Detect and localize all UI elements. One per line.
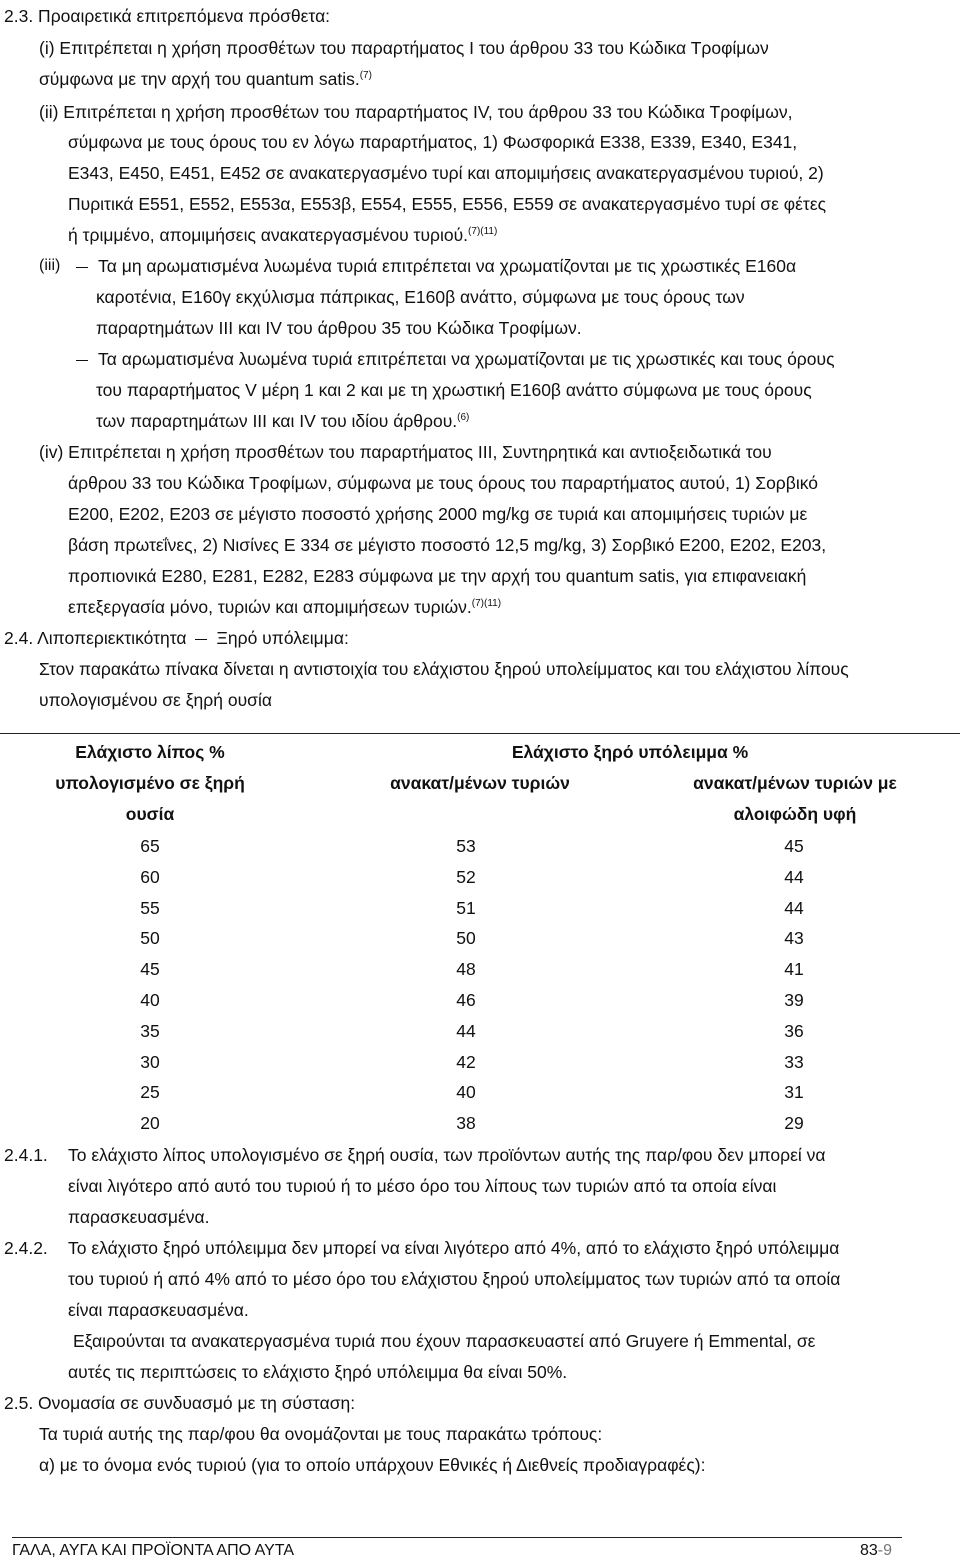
table-intro-line-2: υπολογισμένου σε ξηρή ουσία xyxy=(39,690,272,710)
cell-processed: 44 xyxy=(456,1020,476,1041)
item-iv-line-3: Ε200, Ε202, Ε203 σε μέγιστο ποσοστό χρήσης 2000 mg/kg σε τυριά και απομιμήσεις τυριών με xyxy=(68,504,808,524)
cell-spreadable: 33 xyxy=(784,1051,804,1072)
footnote-ref: (7)(11) xyxy=(468,226,498,237)
dash-separator xyxy=(195,639,207,640)
cell-fat: 20 xyxy=(140,1113,160,1134)
item-ii-line-2: σύμφωνα με τους όρους του εν λόγω παραρτήματος, 1) Φωσφορικά Ε338, Ε339, Ε340, Ε341, xyxy=(68,132,798,152)
cell-processed: 53 xyxy=(456,836,476,856)
section-2-4-1-number: 2.4.1. xyxy=(4,1145,48,1165)
cell-spreadable: 44 xyxy=(784,866,804,887)
col-header-dry-residue: Ελάχιστο ξηρό υπόλειμμα % xyxy=(511,742,749,762)
cell-spreadable: 43 xyxy=(784,928,804,949)
item-i-line-2: σύμφωνα με την αρχή του quantum satis.$^{(7)}$ xyxy=(39,69,372,89)
cell-processed: 52 xyxy=(456,866,476,887)
cell-fat: 25 xyxy=(140,1082,160,1103)
item-iv-line-5: προπιονικά Ε280, Ε281, Ε282, Ε283 σύμφωνα με την αρχή του quantum satis, για επιφανειακή xyxy=(68,566,807,586)
footer-rule xyxy=(12,1537,902,1538)
item-ii-line-3: Ε343, Ε450, Ε451, Ε452 σε ανακατεργασμένο τυρί και απομιμήσεις ανακατεργασμένου τυριού, 2) xyxy=(68,163,824,183)
item-iii-a-line-3: παραρτημάτων ΙΙΙ και IV του άρθρου 35 του Κώδικα Τροφίμων. xyxy=(96,318,582,338)
section-2-3-heading: 2.3. Προαιρετικά επιτρεπόμενα πρόσθετα: xyxy=(4,6,331,26)
col-header-processed: ανακατ/μένων τυριών xyxy=(390,773,570,793)
section-2-4-2-number: 2.4.2. xyxy=(4,1238,48,1258)
section-2-4-1-line-3: παρασκευασμένα. xyxy=(68,1207,210,1227)
dash-bullet xyxy=(76,360,88,361)
item-i-line-1: (i) Επιτρέπεται η χρήση προσθέτων του παραρτήματος Ι του άρθρου 33 του Κώδικα Τροφίμων xyxy=(39,38,769,58)
cell-spreadable: 45 xyxy=(784,836,804,856)
cell-processed: 42 xyxy=(456,1051,476,1072)
cell-spreadable: 29 xyxy=(784,1113,804,1134)
col-header-fat-line-2: υπολογισμένο σε ξηρή xyxy=(55,773,245,793)
item-ii-line-5: ή τριμμένο, απομιμήσεις ανακατεργασμένου τυριού.$^{(7)(11)}$ xyxy=(68,225,498,245)
cell-processed: 38 xyxy=(456,1113,476,1134)
page-number: 83-9 xyxy=(860,1542,893,1559)
col-header-fat-line-3: ουσία xyxy=(125,804,175,824)
section-2-4-2-line-1: Το ελάχιστο ξηρό υπόλειμμα δεν μπορεί να είναι λιγότερο από 4%, από το ελάχιστο ξηρό υπόλειμμα xyxy=(68,1238,840,1258)
item-iii-label: (iii) xyxy=(39,257,61,274)
item-iii-b-line-1: Τα αρωματισμένα λυωμένα τυριά επιτρέπεται να χρωματίζονται με τις χρωστικές και τους όρους xyxy=(68,348,835,370)
cell-fat: 45 xyxy=(140,959,160,980)
item-iii-a-line-2: καροτένια, Ε160γ εκχύλισμα πάπρικας, Ε160β ανάττο, σύμφωνα με τους όρους των xyxy=(96,287,745,307)
cell-fat: 55 xyxy=(140,897,160,918)
cell-processed: 48 xyxy=(456,959,476,980)
dash-bullet xyxy=(76,267,88,268)
cell-spreadable: 44 xyxy=(784,897,804,918)
item-iii-b-line-2: του παραρτήματος V μέρη 1 και 2 και με τη χρωστική Ε160β ανάττο σύμφωνα με τους όρους xyxy=(96,380,812,400)
item-iii-a-line-1: Τα μη αρωματισμένα λυωμένα τυριά επιτρέπεται να χρωματίζονται με τις χρωστικές Ε160α xyxy=(68,255,796,277)
item-iv-line-4: βάση πρωτεΐνες, 2) Νισίνες Ε 334 σε μέγιστο ποσοστό 12,5 mg/kg, 3) Σορβικό Ε200, Ε202, Ε203, xyxy=(68,535,827,555)
item-ii-line-4: Πυριτικά Ε551, Ε552, Ε553α, Ε553β, Ε554, Ε555, Ε556, Ε559 σε ανακατεργασμένο τυρί σε φέτες xyxy=(68,194,827,214)
cell-processed: 46 xyxy=(456,990,476,1010)
footnote-ref: (6) xyxy=(457,412,470,423)
footer-title: ΓΑΛΑ, ΑΥΓΑ ΚΑΙ ΠΡΟΪΟΝΤΑ ΑΠΟ ΑΥΤΑ xyxy=(12,1542,295,1559)
cell-fat: 60 xyxy=(140,866,160,887)
section-2-5-line-2: α) με το όνομα ενός τυριού (για το οποίο υπάρχουν Εθνικές ή Διεθνείς προδιαγραφές): xyxy=(39,1455,706,1475)
item-iv-line-1: (iv) Επιτρέπεται η χρήση προσθέτων του παραρτήματος ΙΙΙ, Συντηρητικά και αντιοξειδωτικά του xyxy=(39,442,772,462)
footnote-ref: (7) xyxy=(359,70,372,81)
item-iii-b-line-3: των παραρτημάτων ΙΙΙ και IV του ιδίου άρθρου.$^{(6)}$ xyxy=(96,411,470,431)
table-top-rule xyxy=(0,733,960,734)
cell-spreadable: 36 xyxy=(784,1020,804,1041)
cell-spreadable: 41 xyxy=(784,959,804,980)
cell-processed: 51 xyxy=(456,897,476,918)
col-header-spreadable-line-2: αλοιφώδη υφή xyxy=(733,804,857,824)
cell-fat: 50 xyxy=(140,928,160,949)
item-ii-line-1: (ii) Επιτρέπεται η χρήση προσθέτων του παραρτήματος IV, του άρθρου 33 του Κώδικα Τροφίμων, xyxy=(39,102,793,122)
section-2-4-1-line-2: είναι λιγότερο από αυτό του τυριού ή το μέσο όρο του λίπους των τυριών από τα οποία είναι xyxy=(68,1176,777,1196)
section-2-4-2-line-2: του τυριού ή από 4% από το μέσο όρο του ελάχιστου ξηρού υπολείμματος των τυριών από τα οποία xyxy=(68,1269,841,1289)
section-2-5-line-1: Τα τυριά αυτής της παρ/φου θα ονομάζονται με τους παρακάτω τρόπους: xyxy=(39,1424,603,1444)
cell-fat: 65 xyxy=(140,836,160,856)
cell-fat: 40 xyxy=(140,990,160,1010)
cell-spreadable: 39 xyxy=(784,990,804,1010)
cell-spreadable: 31 xyxy=(784,1082,804,1103)
item-iv-line-6: επεξεργασία μόνο, τυριών και απομιμήσεων τυριών.$^{(7)(11)}$ xyxy=(68,597,502,617)
footnote-ref: (7)(11) xyxy=(471,598,502,609)
section-2-4-2-line-4: Εξαιρούνται τα ανακατεργασμένα τυριά που έχουν παρασκευαστεί από Gruyere ή Emmental, σε xyxy=(73,1331,816,1351)
section-2-4-1-line-1: Το ελάχιστο λίπος υπολογισμένο σε ξηρή ουσία, των προϊόντων αυτής της παρ/φου δεν μπορεί να xyxy=(68,1145,826,1165)
section-2-5-heading: 2.5. Ονομασία σε συνδυασμό με τη σύσταση: xyxy=(4,1393,356,1413)
table-intro-line-1: Στον παρακάτω πίνακα δίνεται η αντιστοιχία του ελάχιστου ξηρού υπολείμματος και του ελάχιστου λίπους xyxy=(39,659,849,679)
section-2-4-heading: 2.4. Λιποπεριεκτικότητα Ξηρό υπόλειμμα: xyxy=(4,628,349,648)
cell-fat: 35 xyxy=(140,1020,160,1041)
item-iv-line-2: άρθρου 33 του Κώδικα Τροφίμων, σύμφωνα με τους όρους του παραρτήματος αυτού, 1) Σορβικό xyxy=(68,473,818,493)
section-2-4-2-line-3: είναι παρασκευασμένα. xyxy=(68,1300,249,1320)
cell-processed: 40 xyxy=(456,1082,476,1103)
cell-processed: 50 xyxy=(456,928,476,949)
col-header-fat-line-1: Ελάχιστο λίπος % xyxy=(75,742,225,762)
section-2-4-2-line-5: αυτές τις περιπτώσεις το ελάχιστο ξηρό υπόλειμμα θα είναι 50%. xyxy=(68,1362,568,1382)
cell-fat: 30 xyxy=(140,1051,160,1072)
col-header-spreadable-line-1: ανακατ/μένων τυριών με xyxy=(693,773,897,793)
